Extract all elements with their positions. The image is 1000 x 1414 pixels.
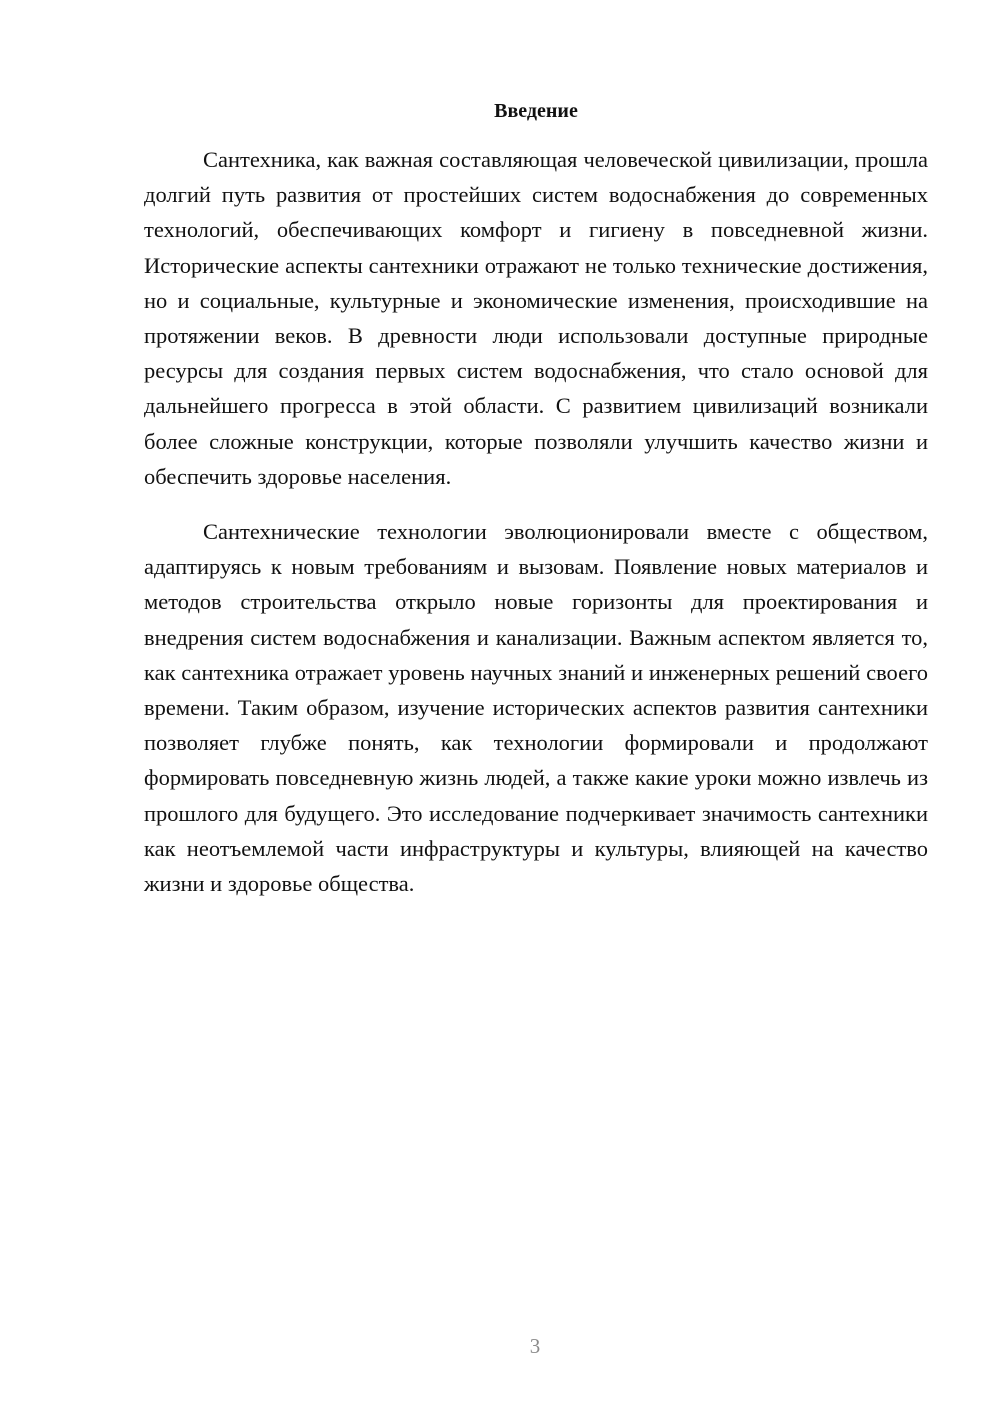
- paragraph-introduction-1: Сантехника, как важная составляющая человеческой цивилизации, прошла долгий путь развития от простейших систем водоснабжения до современных технологий, обеспечивающих комфорт и гигиену в повседневной жизни. Исторические аспекты сантехники отражают не только технические достижения, но и социальные, культурные и экономические изменения, происходившие на протяжении веков. В древности люди использовали доступные природные ресурсы для создания первых систем водоснабжения, что стало основой для дальнейшего прогресса в этой области. С развитием цивилизаций возникали более сложные конструкции, которые позволяли улучшить качество жизни и обеспечить здоровье населения.: [144, 147, 928, 489]
- paragraph-introduction-2: Сантехнические технологии эволюционировали вместе с обществом, адаптируясь к новым требованиям и вызовам. Появление новых материалов и методов строительства открыло новые горизонты для проектирования и внедрения систем водоснабжения и канализации. Важным аспектом является то, как сантехника отражает уровень научных знаний и инженерных решений своего времени. Таким образом, изучение исторических аспектов развития сантехники позволяет глубже понять, как технологии формировали и продолжают формировать повседневную жизнь людей, а также какие уроки можно извлечь из прошлого для будущего. Это исследование подчеркивает значимость сантехники как неотъемлемой части инфраструктуры и культуры, влияющей на качество жизни и здоровье общества.: [144, 519, 928, 897]
- page-content: [144, 92, 928, 901]
- page-title: Введение: [494, 100, 578, 122]
- page-number: 3: [529, 1334, 541, 1358]
